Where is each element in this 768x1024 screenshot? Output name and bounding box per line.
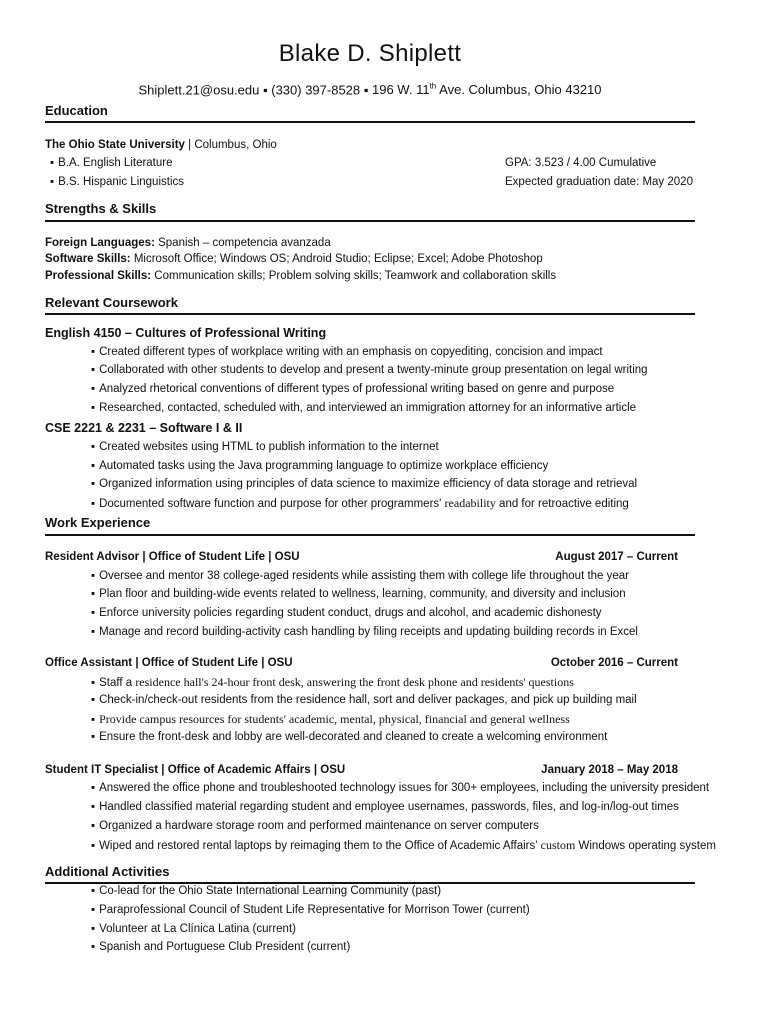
job-bullet: ▪ Check-in/check-out residents from the residence hall, sort and deliver packages, and pick up building mail — [91, 694, 637, 706]
contact-separator: ▪ — [263, 82, 268, 98]
section-divider — [45, 220, 695, 222]
course-bullet: ▪ Created websites using HTML to publish information to the internet — [91, 441, 439, 453]
job-bullet: ▪ Enforce university policies regarding student conduct, drugs and alcohol, and academic dishonesty — [91, 607, 602, 619]
course-bullet: ▪ Created different types of workplace writing with an emphasis on copyediting, concision and impact — [91, 346, 603, 358]
degree-item: ▪ B.A. English Literature — [50, 157, 173, 169]
job-title: Student IT Specialist | Office of Academic Affairs | OSU — [45, 764, 346, 776]
section-divider — [45, 313, 695, 315]
gpa-text: GPA: 3.523 / 4.00 Cumulative — [505, 157, 657, 169]
section-heading-skills: Strengths & Skills — [45, 201, 157, 216]
job-bullet: ▪ Staff a residence hall's 24-hour front desk, answering the front desk phone and residents' questions — [91, 675, 574, 690]
job-bullet: ▪ Provide campus resources for students' academic, mental, physical, financial and general wellness — [91, 712, 570, 727]
course-bullet: ▪ Collaborated with other students to develop and present a twenty-minute group presentation on legal writing — [91, 364, 648, 376]
contact-separator: ▪ — [363, 82, 369, 98]
school-line — [45, 139, 277, 151]
course-bullet: ▪ Analyzed rhetorical conventions of different types of professional writing based on genre and purpose — [91, 383, 614, 395]
activity-bullet: ▪ Co-lead for the Ohio State International Learning Community (past) — [91, 885, 441, 897]
section-heading-education: Education — [45, 103, 108, 118]
contact-email: Shiplett.21@osu.edu — [138, 82, 260, 98]
graduation-date: Expected graduation date: May 2020 — [505, 176, 693, 188]
job-bullet: ▪ Oversee and mentor 38 college-aged residents while assisting them with college life throughout the year — [91, 570, 629, 582]
section-heading-activities: Additional Activities — [45, 864, 170, 879]
activity-bullet: ▪ Spanish and Portuguese Club President (current) — [91, 941, 350, 953]
skill-line: Software Skills: Microsoft Office; Windows OS; Android Studio; Eclipse; Excel; Adobe Photoshop — [45, 253, 543, 265]
degree-item: ▪ B.S. Hispanic Linguistics — [50, 176, 184, 188]
section-divider — [45, 882, 695, 884]
section-heading-coursework: Relevant Coursework — [45, 295, 178, 310]
activity-bullet: ▪ Volunteer at La Clínica Latina (current) — [91, 923, 296, 935]
skill-line: Foreign Languages: Spanish – competencia avanzada — [45, 237, 331, 249]
job-bullet: ▪ Wiped and restored rental laptops by reimaging them to the Office of Academic Affairs' custom Windows operating system — [91, 838, 716, 853]
course-bullet: ▪ Automated tasks using the Java programming language to optimize workplace efficiency — [91, 460, 548, 472]
skill-line: Professional Skills: Communication skills; Problem solving skills; Teamwork and collaboration skills — [45, 270, 557, 282]
job-bullet: ▪ Plan floor and building-wide events related to wellness, learning, community, and diversity and inclusion — [91, 588, 626, 600]
activity-bullet: ▪ Paraprofessional Council of Student Life Representative for Morrison Tower (current) — [91, 904, 530, 916]
job-bullet: ▪ Answered the office phone and troubleshooted technology issues for 300+ employees, including the university president — [91, 782, 709, 794]
contact-phone: (330) 397-8528 — [271, 82, 361, 98]
job-title: Resident Advisor | Office of Student Life | OSU — [45, 551, 300, 563]
job-bullet: ▪ Handled classified material regarding student and employee usernames, passwords, files, and log-in/log-out times — [91, 801, 679, 813]
school-location: | Columbus, Ohio — [184, 139, 277, 151]
section-divider — [45, 534, 695, 536]
course-bullet: ▪ Organized information using principles of data science to maximize efficiency of data storage and retrieval — [91, 478, 637, 490]
job-bullet: ▪ Ensure the front-desk and lobby are well-decorated and cleaned to create a welcoming environment — [91, 731, 607, 743]
section-divider — [45, 121, 695, 123]
school-name: The Ohio State University — [45, 139, 185, 151]
job-bullet: ▪ Manage and record building-activity cash handling by filing receipts and updating building records in Excel — [91, 626, 638, 638]
job-date: January 2018 – May 2018 — [541, 764, 678, 776]
candidate-name: Blake D. Shiplett — [278, 40, 462, 67]
course-bullet: ▪ Documented software function and purpose for other programmers' readability and for retroactive editing — [91, 496, 629, 511]
contact-line — [45, 82, 695, 97]
course-title: English 4150 – Cultures of Professional Writing — [45, 326, 327, 340]
section-heading-work: Work Experience — [45, 515, 151, 530]
job-date: August 2017 – Current — [555, 551, 678, 563]
course-bullet: ▪ Researched, contacted, scheduled with, and interviewed an immigration attorney for an informative article — [91, 402, 636, 414]
job-title: Office Assistant | Office of Student Life | OSU — [45, 657, 293, 669]
course-title: CSE 2221 & 2231 – Software I & II — [45, 421, 243, 435]
job-bullet: ▪ Organized a hardware storage room and performed maintenance on server computers — [91, 820, 539, 832]
job-date: October 2016 – Current — [550, 657, 678, 669]
contact-address: 196 W. 11th Ave. Columbus, Ohio 43210 — [372, 82, 602, 98]
